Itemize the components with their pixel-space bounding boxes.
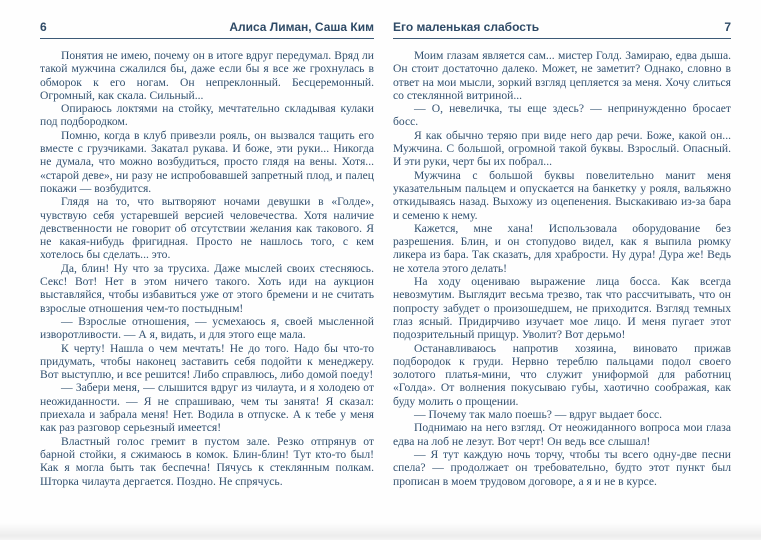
paragraph: Мужчина с большой буквы повелительно манит меня указательным пальцем и опускается на банкетку у рояля, вальяжно откидываясь назад. Выхожу из оцепенения. Выскакиваю из-за бара и семеню к нему.	[393, 168, 731, 222]
paragraph: Опираюсь локтями на стойку, мечтательно складывая кулаки под подбородком.	[40, 102, 374, 129]
paragraph: Понятия не имею, почему он в итоге вдруг передумал. Вряд ли такой мужчина сжалился бы, даже если бы я все же грохнулась в обморок к его ногам. Он непреклонный. Бесцеремонный. Огромный, как скала. Сильный...	[40, 49, 374, 102]
paragraph: — Почему так мало поешь? — вдруг выдает босс.	[414, 408, 663, 422]
paragraph: Кажется, мне хана! Использовала оборудование без разрешения. Блин, и он стопудово видел, как я выпила рюмку ликера из бара. Так сказать, для храбрости. Ну дура! Дура же! Ведь не хотела этого делать!	[393, 221, 731, 275]
paragraph: На ходу оцениваю выражение лица босса. Как всегда невозмутим. Выглядит весьма трезво, так что рассчитывать, что он попросту забудет о произошедшем, не приходится. Взгляд темных глаз ясный. Придирчиво изучает мое лицо. И меня пугает этот подозрительный прищур. Уволит? Вот дерьмо!	[393, 275, 731, 342]
page-right-body	[393, 49, 731, 488]
paragraph: Останавливаюсь напротив хозяина, виновато прижав подбородок к груди. Нервно тереблю пальцами подол своего золотого платья-мини, что служит униформой для работниц «Голда». От волнения покусываю губы, хаотично соображая, как буду молить о прощении.	[393, 341, 731, 408]
page-left-header	[40, 20, 374, 39]
page-left	[0, 0, 380, 540]
paragraph: Я как обычно теряю при виде него дар речи. Боже, какой он... Мужчина. С большой, огромной такой буквы. Взрослый. Опасный. И эти руки, черт бы их побрал...	[393, 128, 731, 169]
page-right	[380, 0, 761, 540]
page-number-right: 7	[724, 20, 731, 34]
page-number-left: 6	[40, 20, 47, 34]
running-title-book: Его маленькая слабость	[393, 20, 540, 34]
paragraph: Поднимаю на него взгляд. От неожиданного вопроса мои глаза едва на лоб не лезут. Вот черт! Он ведь все слышал!	[393, 421, 731, 448]
paragraph: — Взрослые отношения, — усмехаюсь я, своей мысленной изворотливости. — А я, видать, и для этого еще мала.	[40, 314, 374, 342]
paragraph: — Забери меня, — слышится вдруг из чилаута, и я холодею от неожиданности. — Я не спрашиваю, чем ты занята! Я сказал: приехала и забрала меня! Нет. Водила в отпуске. А к тебе у меня как раз разговор серьезный имеется!	[40, 381, 374, 435]
paragraph: Да, блин! Ну что за трусиха. Даже мыслей своих стесняюсь. Секс! Вот! Нет в этом ничего такого. Хоть иди на аукцион выставляйся, чтобы избавиться уже от этого бремени и не считать взрослые отношения чем-то постыдным!	[40, 261, 374, 315]
paragraph: — О, невеличка, ты еще здесь? — непринужденно бросает босс.	[393, 102, 731, 129]
paragraph: Помню, когда в клуб привезли рояль, он вызвался тащить его вместе с грузчиками. Закатал рукава. И боже, эти руки... Никогда не думала, что можно возбудиться, просто глядя на вены. Хотя... «старой деве», ни разу не испробовавшей запретный плод, и палец покажи — возбудится.	[40, 128, 374, 195]
paragraph: Моим глазам является сам... мистер Голд. Замираю, едва дыша. Он стоит достаточно далеко. Может, не заметит? Однако, словно в ответ на мои мысли, зоркий взгляд цепляется за меня. Хочу слиться со стеклянной витриной...	[393, 49, 731, 102]
paragraph: Властный голос гремит в пустом зале. Резко отпрянув от барной стойки, я сжимаюсь в комок. Блин-блин! Тут кто-то был! Как я могла быть так беспечна! Пячусь к стеклянным полкам. Шторка чилаута дергается. Поздно. Не спрячусь.	[40, 434, 374, 488]
paragraph: Глядя на то, что вытворяют ночами девушки в «Голде», чувствую себя устаревшей версией человечества. Хотя наличие девственности не говорит об отсутствии желания как такового. Я не какая-нибудь фригидная. Просто не нашлось того, с кем хотелось бы сделать... это.	[40, 195, 374, 262]
page-right-header	[393, 20, 731, 39]
paragraph: — Я тут каждую ночь торчу, чтобы ты всего одну-две песни спела? — продолжает он требовательно, будто этот пункт был прописан в моем трудовом договоре, а я и не в курсе.	[393, 447, 731, 488]
paragraph: К черту! Нашла о чем мечтать! Не до того. Надо бы что-то придумать, чтобы наконец заставить себя подойти к менеджеру. Вот выступлю, и все решится! Либо справлюсь, либо домой поеду!	[40, 341, 374, 382]
running-title-authors: Алиса Лиман, Саша Ким	[229, 20, 374, 34]
page-left-body	[40, 49, 374, 488]
